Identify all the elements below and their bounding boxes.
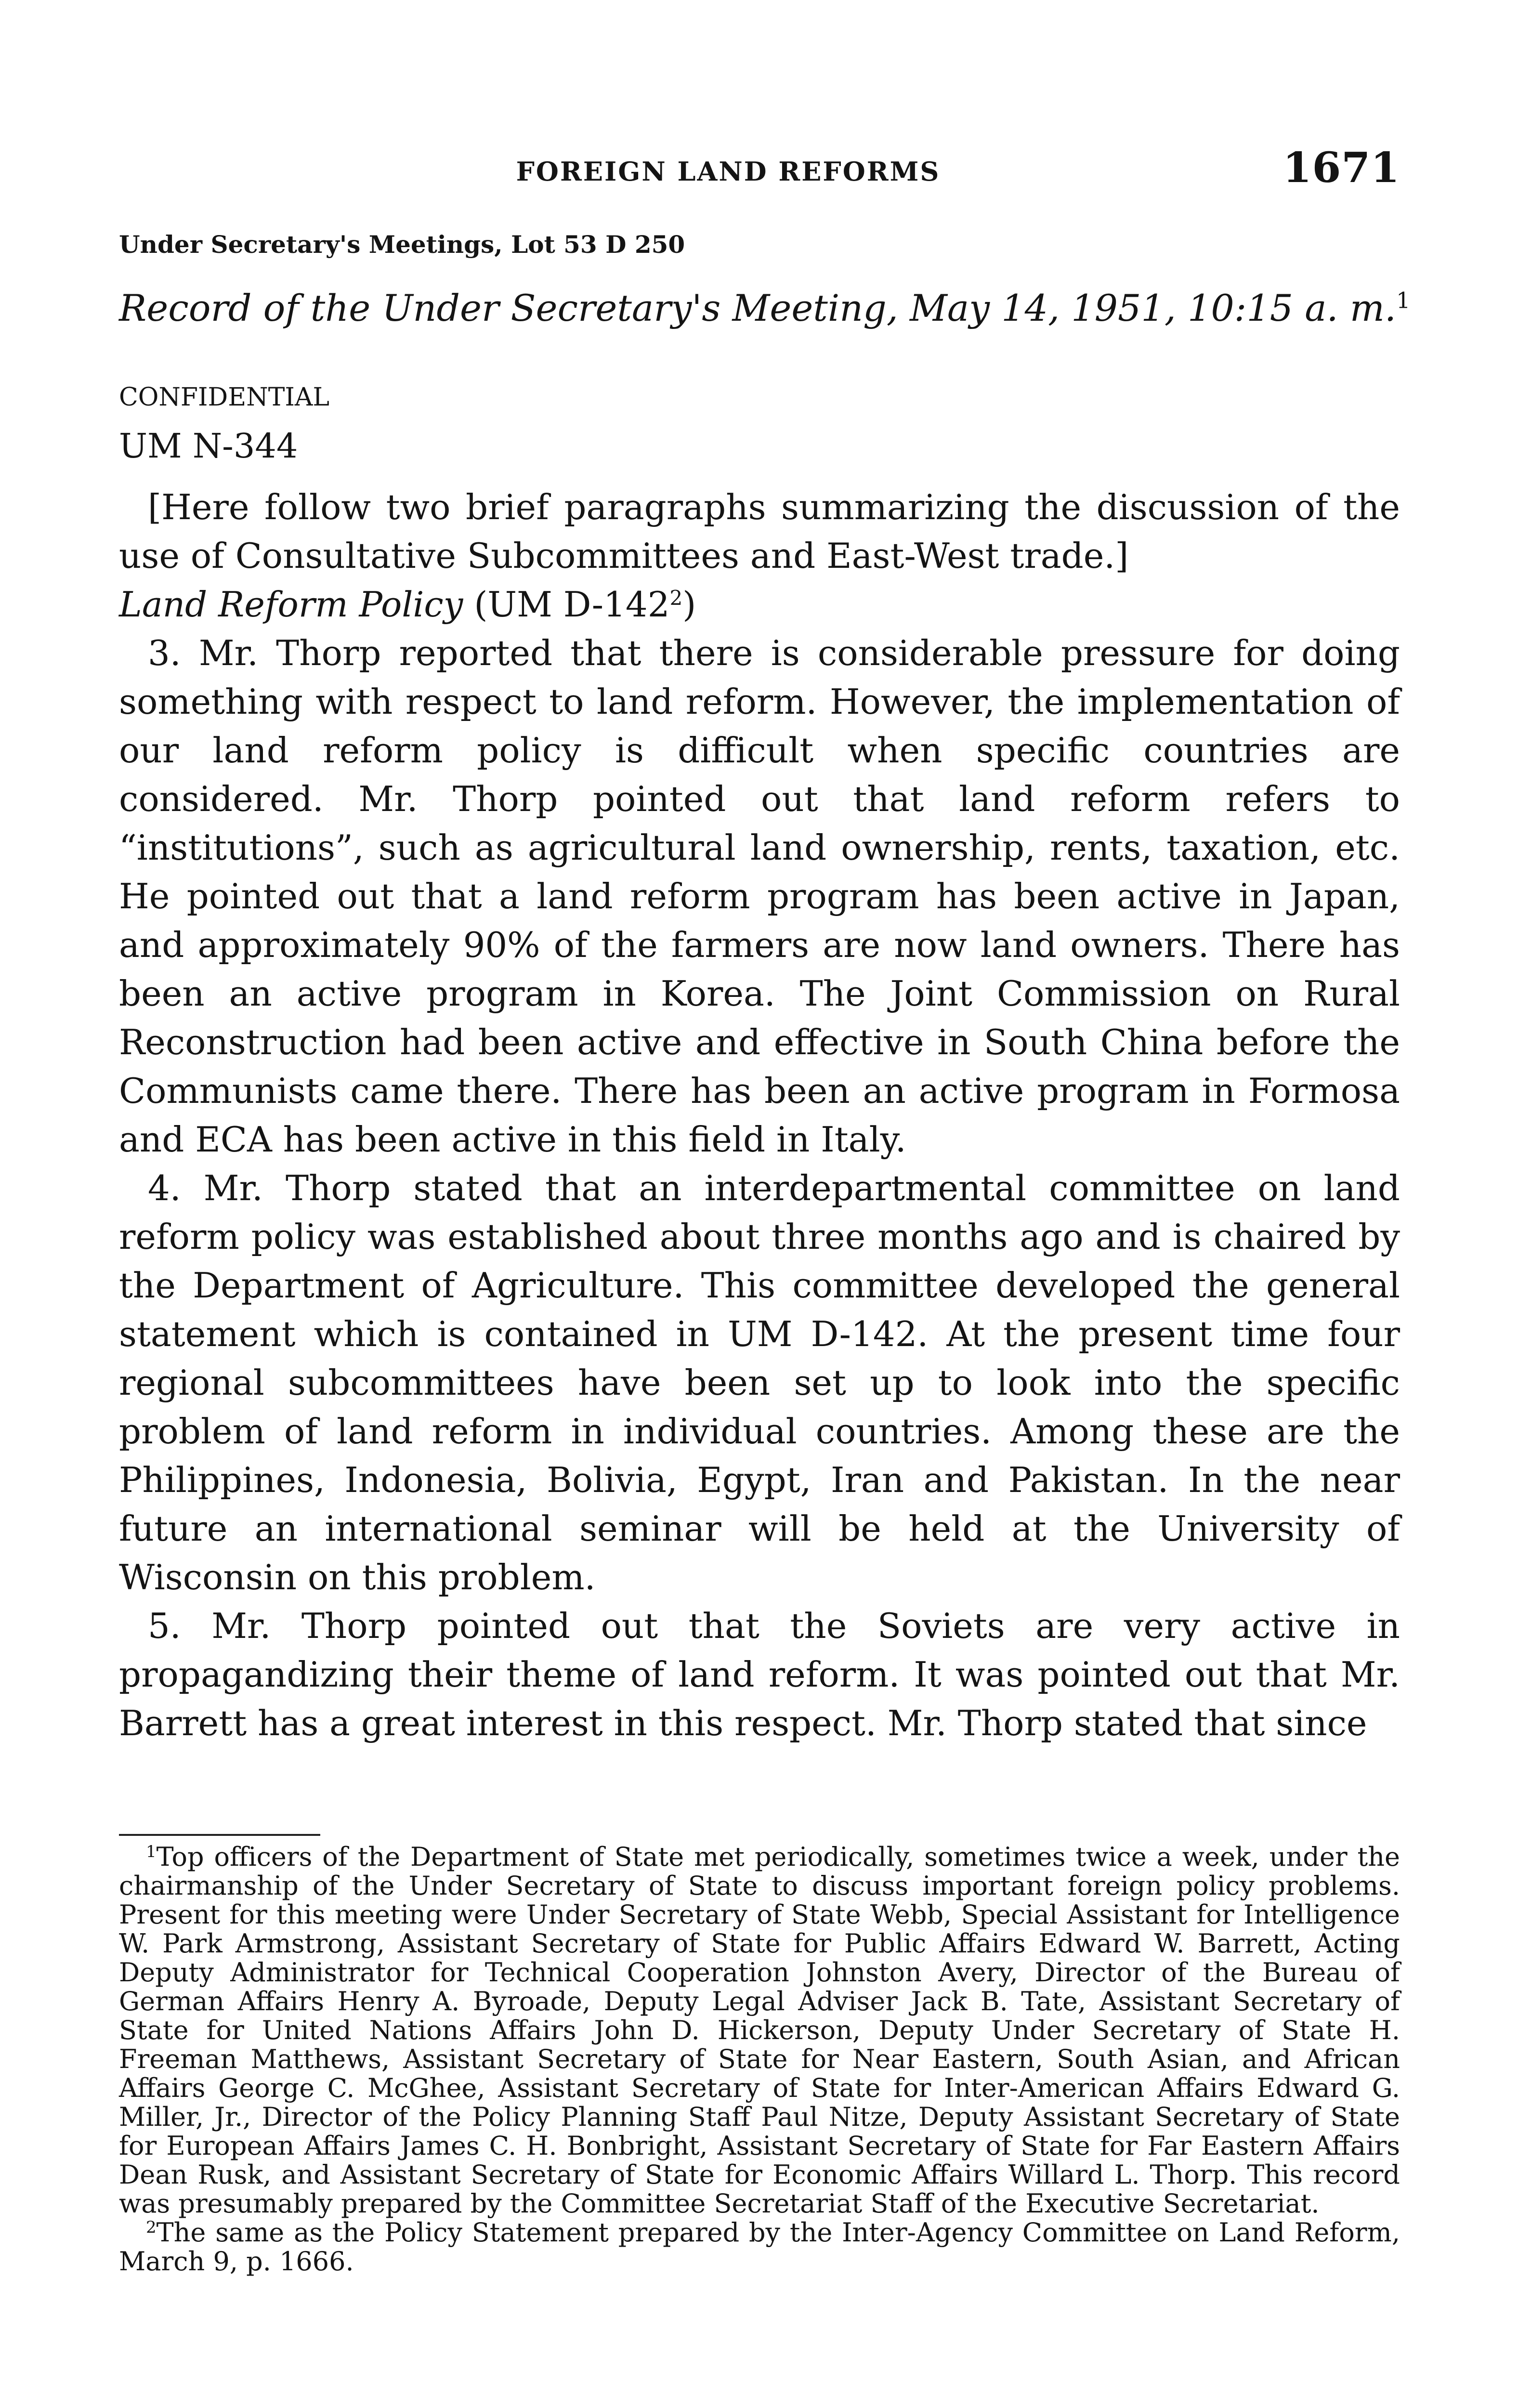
document-title-text: Record of the Under Secretary's Meeting, May 14, 1951, 10:15 a. m. bbox=[119, 287, 1397, 329]
footnote-1-text: Top officers of the Department of State met periodically, sometimes twice a week, under the chairmanship of the Under Secretary of State to discuss important foreign policy problems. Present for this meeting were Under Secretary of State Webb, Special Assistant for Intelligence W. Park Armstrong, Assistant Secretary of State for Public Affairs Edward W. Barrett, Acting Deputy Administrator for Technical Cooperation Johnston Avery, Director of the Bureau of German Affairs Henry A. Byroade, Deputy Legal Adviser Jack B. Tate, Assistant Secretary of State for United Nations Affairs John D. Hickerson, Deputy Under Secretary of State H. Freeman Matthews, Assistant Secretary of State for Near Eastern, South Asian, and African Affairs George C. McGhee, Assistant Secretary of State for Inter-American Affairs Edward G. Miller, Jr., Director of the Policy Planning Staff Paul Nitze, Deputy Assistant Secretary of State for European Affairs James C. H. Bonbright, Assistant Secretary of State for Far Eastern Affairs Dean Rusk, and Assistant Secretary of State for Economic Affairs Willard L. Thorp. This record was presumably prepared by the Committee Secretariat Staff of the Executive Secretariat. bbox=[119, 1842, 1400, 2219]
section-heading bbox=[119, 580, 1400, 629]
footnotes bbox=[119, 1843, 1400, 2276]
page-number: 1671 bbox=[1282, 144, 1400, 192]
document-number: UM N-344 bbox=[119, 426, 298, 466]
section-reference-close: ) bbox=[682, 584, 696, 625]
footnote-2-marker: 2 bbox=[146, 2218, 157, 2237]
section-heading-title: Land Reform Policy bbox=[119, 584, 463, 625]
paragraph-4: 4. Mr. Thorp stated that an interdepartmental committee on land reform policy was established about three months ago and is chaired by the Department of Agriculture. This committee developed the general statement which is contained in UM D-142. At the present time four regional subcommittees have been set up to look into the specific problem of land reform in individual countries. Among these are the Philippines, Indonesia, Bolivia, Egypt, Iran and Pakistan. In the near future an international seminar will be held at the University of Wisconsin on this problem. bbox=[119, 1168, 1400, 1597]
footnote-2 bbox=[119, 2218, 1400, 2276]
editorial-note: [Here follow two brief paragraphs summarizing the discussion of the use of Consultative Subcommittees and East-West trade.] bbox=[119, 487, 1400, 576]
footnote-ref-2: 2 bbox=[669, 586, 683, 610]
section-reference: (UM D-142 bbox=[474, 584, 670, 625]
paragraph-5: 5. Mr. Thorp pointed out that the Soviets are very active in propagandizing their theme of land reform. It was pointed out that Mr. Barrett has a great interest in this respect. Mr. Thorp stated that since bbox=[119, 1606, 1400, 1743]
running-header bbox=[119, 144, 1400, 192]
source-line: Under Secretary's Meetings, Lot 53 D 250 bbox=[119, 230, 685, 259]
classification-label: CONFIDENTIAL bbox=[119, 383, 329, 412]
running-title: FOREIGN LAND REFORMS bbox=[516, 156, 941, 187]
document-body bbox=[119, 483, 1400, 1748]
footnote-2-text: The same as the Policy Statement prepared by the Inter-Agency Committee on Land Reform, March 9, p. 1666. bbox=[119, 2217, 1400, 2277]
paragraph-3: 3. Mr. Thorp reported that there is considerable pressure for doing something with respect to land reform. However, the implementation of our land reform policy is difficult when specific countries are considered. Mr. Thorp pointed out that land reform refers to “institutions”, such as agricultural land ownership, rents, taxation, etc. He pointed out that a land reform program has been active in Japan, and approximately 90% of the farmers are now land owners. There has been an active program in Korea. The Joint Commission on Rural Reconstruction had been active and effective in South China before the Communists came there. There has been an active program in Formosa and ECA has been active in this field in Italy. bbox=[119, 633, 1400, 1160]
footnote-1-marker: 1 bbox=[146, 1842, 157, 1861]
footnote-divider bbox=[119, 1834, 320, 1836]
document-title bbox=[119, 287, 1410, 329]
footnote-ref-1: 1 bbox=[1396, 287, 1411, 314]
footnote-1 bbox=[119, 1843, 1400, 2218]
